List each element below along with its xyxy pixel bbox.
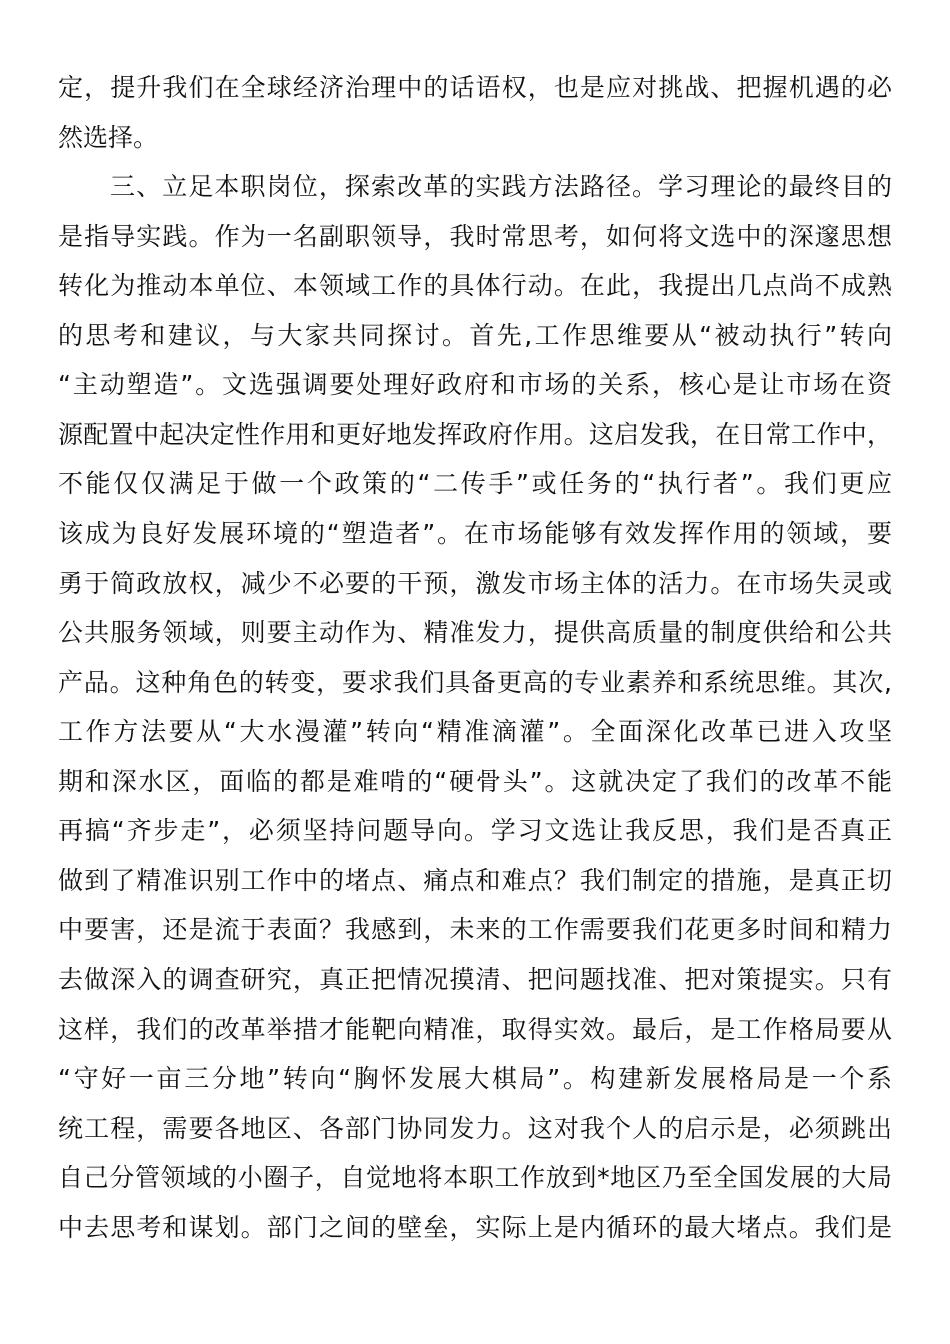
text-line: 勇于简政放权，减少不必要的干预，激发市场主体的活力。在市场失灵或 <box>58 569 892 598</box>
text-line: 转化为推动本单位、本领域工作的具体行动。在此，我提出几点尚不成熟 <box>58 271 892 300</box>
text-line: 然选择。 <box>58 123 159 152</box>
text-line: 做到了精准识别工作中的堵点、痛点和难点？我们制定的措施，是真正切 <box>58 866 892 895</box>
text-line: 是指导实践。作为一名副职领导，我时常思考，如何将文选中的深邃思想 <box>58 222 892 251</box>
text-line: 再搞“齐步走”，必须坚持问题导向。学习文选让我反思，我们是否真正 <box>58 816 892 845</box>
text-line: 中去思考和谋划。部门之间的壁垒，实际上是内循环的最大堵点。我们是 <box>58 1213 892 1242</box>
text-line: 源配置中起决定性作用和更好地发挥政府作用。这启发我，在日常工作中， <box>58 420 892 449</box>
text-line: 不能仅仅满足于做一个政策的“二传手”或任务的“执行者”。我们更应 <box>58 469 892 498</box>
text-line: 产品。这种角色的转变，要求我们具备更高的专业素养和系统思维。其次, <box>58 668 892 697</box>
text-line: “主动塑造”。文选强调要处理好政府和市场的关系，核心是让市场在资 <box>58 370 892 399</box>
text-line: 中要害，还是流于表面？我感到，未来的工作需要我们花更多时间和精力 <box>58 915 892 944</box>
text-line: 自己分管领域的小圈子，自觉地将本职工作放到*地区乃至全国发展的大局 <box>58 1163 892 1192</box>
text-line: 这样，我们的改革举措才能靶向精准，取得实效。最后，是工作格局要从 <box>58 1015 892 1044</box>
text-line: 工作方法要从“大水漫灌”转向“精准滴灌”。全面深化改革已进入攻坚 <box>58 717 892 746</box>
text-line: 统工程，需要各地区、各部门协同发力。这对我个人的启示是，必须跳出 <box>58 1114 892 1143</box>
text-line: 该成为良好发展环境的“塑造者”。在市场能够有效发挥作用的领域，要 <box>58 519 892 548</box>
text-line: “守好一亩三分地”转向“胸怀发展大棋局”。构建新发展格局是一个系 <box>58 1064 892 1093</box>
text-line: 期和深水区，面临的都是难啃的“硬骨头”。这就决定了我们的改革不能 <box>58 767 892 796</box>
paragraph-heading-line: 三、立足本职岗位，探索改革的实践方法路径。学习理论的最终目的 <box>110 172 892 201</box>
text-line: 公共服务领域，则要主动作为、精准发力，提供高质量的制度供给和公共 <box>58 618 892 647</box>
text-line: 定，提升我们在全球经济治理中的话语权，也是应对挑战、把握机遇的必 <box>58 73 892 102</box>
text-line: 去做深入的调查研究，真正把情况摸清、把问题找准、把对策提实。只有 <box>58 965 892 994</box>
text-line: 的思考和建议，与大家共同探讨。首先,工作思维要从“被动执行”转向 <box>58 321 892 350</box>
